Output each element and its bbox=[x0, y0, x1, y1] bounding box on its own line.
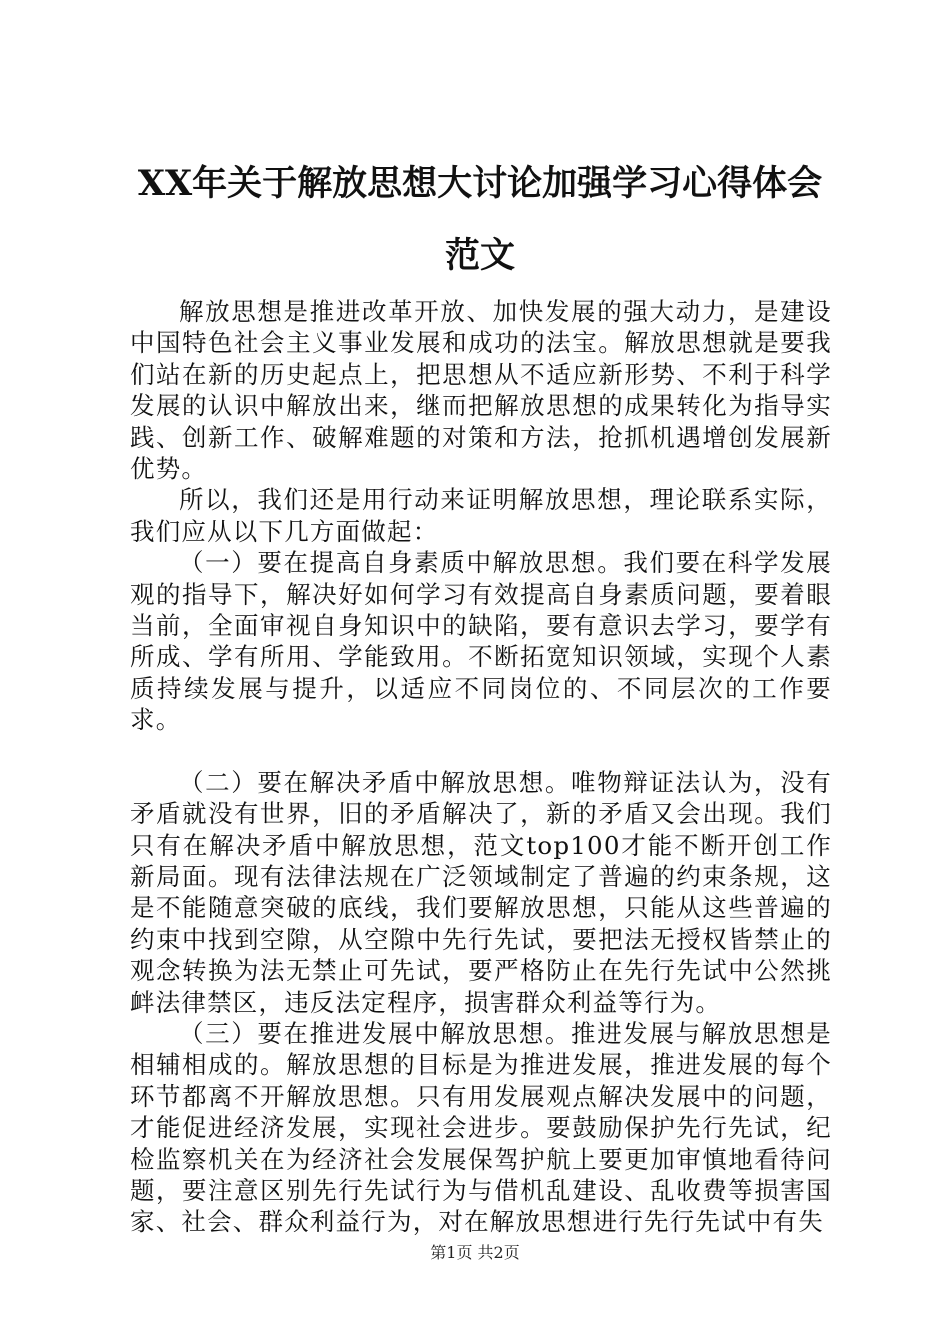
paragraph: （二）要在解决矛盾中解放思想。唯物辩证法认为，没有矛盾就没有世界，旧的矛盾解决了，新的矛盾又会出现。我们只有在解决矛盾中解放思想，范文top100才能不断开创工作新局面。现有法律法规在广泛领域制定了普遍的约束条规，这是不能随意突破的底线，我们要解放思想，只能从这些普遍的约束中找到空隙，从空隙中先行先试，要把法无授权皆禁止的观念转换为法无禁止可先试，要严格防止在先行先试中公然挑衅法律禁区，违反法定程序，损害群众利益等行为。 bbox=[130, 767, 832, 1017]
document-body bbox=[130, 296, 832, 1238]
paragraph: 解放思想是推进改革开放、加快发展的强大动力，是建设中国特色社会主义事业发展和成功的法宝。解放思想就是要我们站在新的历史起点上，把思想从不适应新形势、不利于科学发展的认识中解放出来，继而把解放思想的成果转化为指导实践、创新工作、破解难题的对策和方法，抢抓机遇增创发展新优势。 bbox=[130, 297, 832, 484]
paragraph: （三）要在推进发展中解放思想。推进发展与解放思想是相辅相成的。解放思想的目标是为推进发展，推进发展的每个环节都离不开解放思想。只有用发展观点解决发展中的问题，才能促进经济发展，实现社会进步。要鼓励保护先行先试，纪检监察机关在为经济社会发展保驾护航上要更加审慎地看待问题，要注意区别先行先试行为与借机乱建设、乱收费等损害国家、社会、群众利益行为，对在解放思想进行先行先试中有失 bbox=[130, 1018, 832, 1237]
page-footer: 第1页 共2页 bbox=[430, 1243, 520, 1262]
document-title bbox=[130, 148, 830, 292]
paragraph: （一）要在提高自身素质中解放思想。我们要在科学发展观的指导下，解决好如何学习有效提高自身素质问题，要着眼当前，全面审视自身知识中的缺陷，要有意识去学习，要学有所成、学有所用、学能致用。不断拓宽知识领域，实现个人素质持续发展与提升，以适应不同岗位的、不同层次的工作要求。 bbox=[130, 548, 832, 735]
paragraph-spacer bbox=[130, 736, 832, 767]
title-line-1: XX年关于解放思想大讨论加强学习心得体会 bbox=[137, 163, 823, 204]
paragraph: 所以，我们还是用行动来证明解放思想，理论联系实际，我们应从以下几方面做起： bbox=[130, 485, 832, 546]
title-line-2: 范文 bbox=[444, 235, 515, 276]
